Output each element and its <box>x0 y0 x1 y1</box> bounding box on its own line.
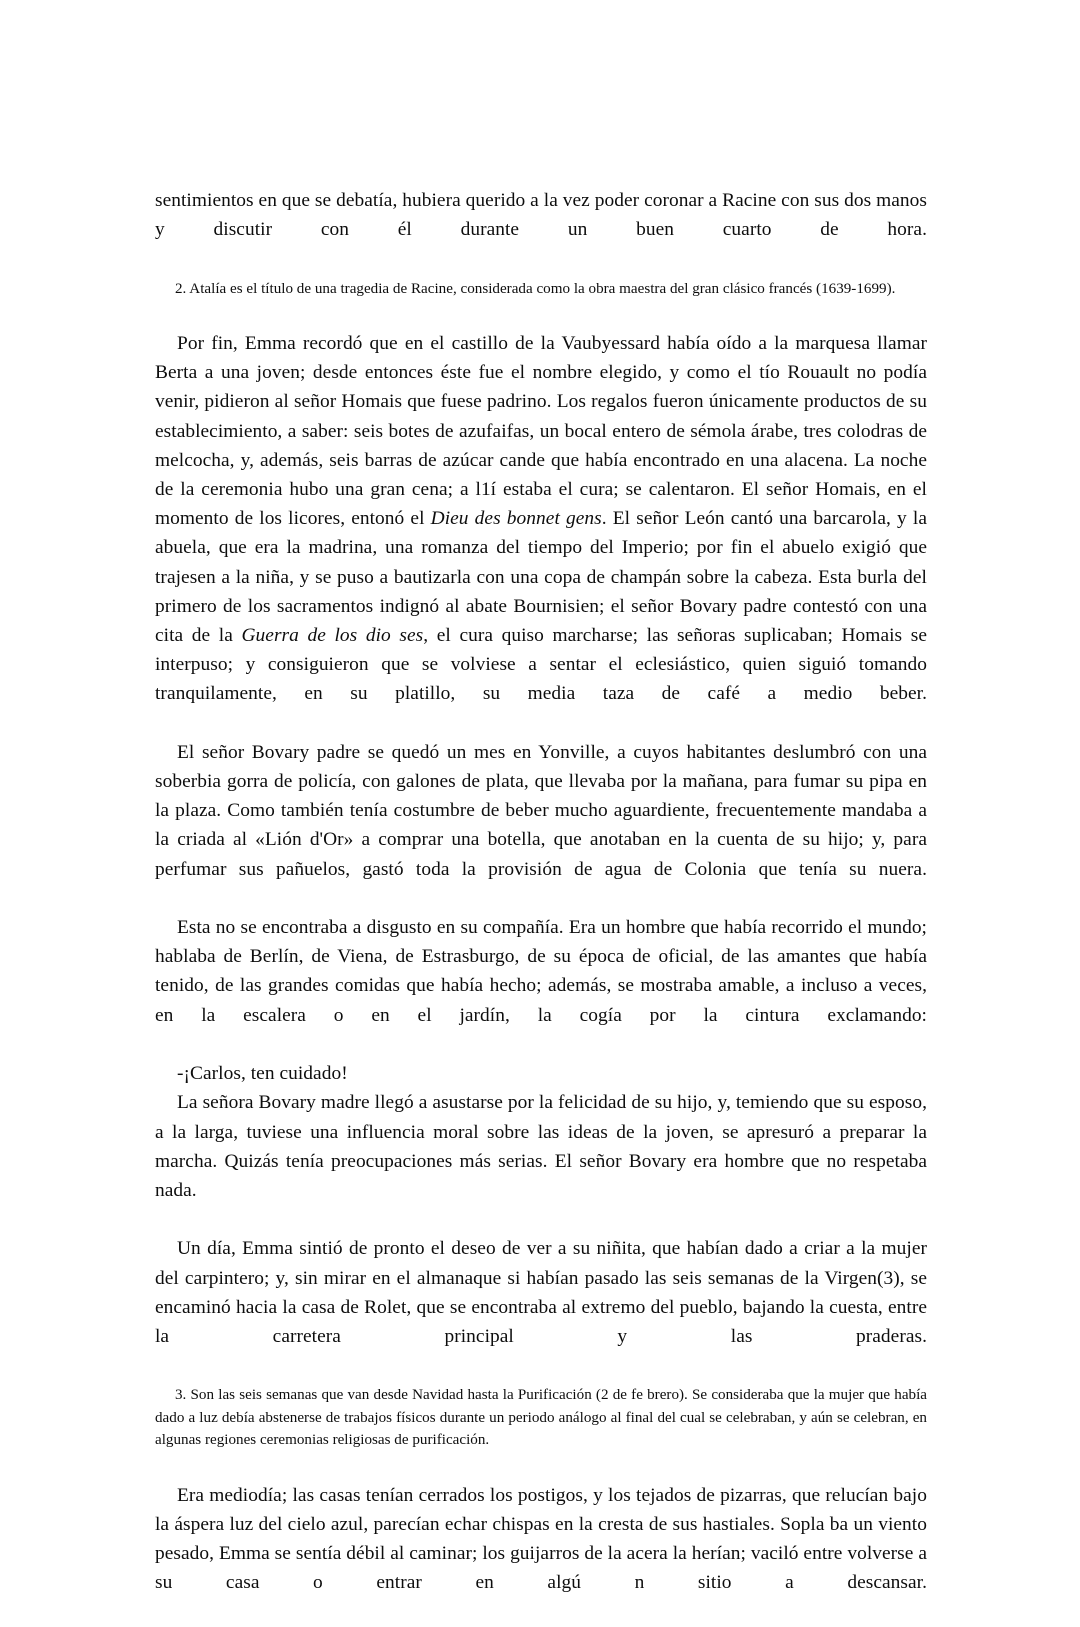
paragraph-por-fin-text-2: . El señor León cantó una barcarola, y la abuela, que era la madrina, una romanza del tiempo del Imperio; por fin el abuelo exigió que trajesen a la niña, y se puso a bautizarla con una copa de champán sobre la cabeza. Esta burla del primero de los sacramentos indignó al abate Bournisien; el señor Bovary padre contestó con una cita de la <box>155 508 927 647</box>
paragraph-era-mediodia: Era mediodía; las casas tenían cerrados los postigos, y los tejados de pizarras, que relucían bajo la áspera luz del cielo azul, parecían echar chispas en la cresta de sus hastiales. Sopla ba un viento pesado, Emma se sentía débil al caminar; los guijarros de la acera la herían; vaciló entre volverse a su casa o entrar en algú n sitio a descansar. <box>155 1484 927 1594</box>
paragraph-un-dia: Un día, Emma sintió de pronto el deseo de ver a su niñita, que habían dado a criar a la mujer del carpintero; y, sin mirar en el almanaque si habían pasado las seis semanas de la Virgen(3), se encaminó hacia la casa de Rolet, que se encontraba al extremo del pueblo, bajando la cuesta, entre la carretera principal y las praderas. <box>155 1238 927 1347</box>
text-column <box>155 186 927 1627</box>
paragraph-continued: sentimientos en que se debatía, hubiera querido a la vez poder coronar a Racine con sus dos manos y discutir con él durante un buen cuarto de hora. <box>155 190 927 241</box>
dialogue-carlos-ten-cuidado: -¡Carlos, ten cuidado! <box>177 1063 348 1085</box>
paragraph-por-fin <box>155 329 927 738</box>
paragraph-senora-bovary-madre: La señora Bovary madre llegó a asustarse por la felicidad de su hijo, y, temiendo que su esposo, a la larga, tuviese una influencia moral sobre las ideas de la joven, se apresuró a preparar la marcha. Quizás tenía preocupaciones más serias. El señor Bovary era hombre que no respetaba nada. <box>155 1092 927 1201</box>
paragraph-bovary-padre: El señor Bovary padre se quedó un mes en Yonville, a cuyos habitantes deslumbró con una soberbia gorra de policía, con galones de plata, que llevaba por la mañana, para fumar su pipa en la plaza. Como también tenía costumbre de beber mucho aguardiente, frecuentemente mandaba a la criada al «Lión d'Or» a comprar una botella, que anotaban en la cuenta de su hijo; y, para perfumar sus pañuelos, gastó toda la provisión de agua de Colonia que tenía su nuera. <box>155 741 927 880</box>
spacer-blank-line <box>155 300 927 329</box>
italic-title-dieu-des-bonnet-gens: Dieu des bonnet gens <box>430 508 602 530</box>
footnote-2: 2. Atalía es el título de una tragedia de Racine, considerada como la obra maestra del gran clásico francés (1639-1699). <box>175 280 896 297</box>
italic-title-guerra-de-los-dioses: Guerra de los dio ses <box>241 625 424 647</box>
footnote-3: 3. Son las seis semanas que van desde Navidad hasta la Purificación (2 de fe brero). Se consideraba que la mujer que había dado a luz debía abstenerse de trabajos físicos durante un periodo análogo al final del cual se celebraban, y aún se celebran, en algunas regiones ceremonias religiosas de purificación. <box>155 1387 927 1449</box>
paragraph-por-fin-text-1: Por fin, Emma recordó que en el castillo de la Vaubyessard había oído a la marquesa llamar Berta a una joven; desde entonces éste fue el nombre elegido, y como el tío Rouault no podía venir, pidieron al señor Homais que fuese padrino. Los regalos fueron únicamente productos de su establecimiento, a saber: seis botes de azufaifas, un bocal entero de sémola árabe, tres colodras de melcocha, y, además, seis barras de azúcar cande que había encontrado en una alacena. La noche de la ceremonia hubo una gran cena; a l1í estaba el cura; se calentaron. El señor Homais, en el momento de los licores, entonó el <box>155 333 927 530</box>
spacer-blank-line <box>155 1452 927 1481</box>
paragraph-esta-no-se-encontraba: Esta no se encontraba a disgusto en su compañía. Era un hombre que había recorrido el mundo; hablaba de Berlín, de Viena, de Estrasburgo, de su época de oficial, de las amantes que había tenido, de las grandes comidas que había hecho; además, se mostraba amable, a incluso a veces, en la escalera o en el jardín, la cogía por la cintura exclamando: <box>155 917 927 1026</box>
paragraph-por-fin-text-3: , el cura quiso marcharse; las señoras suplicaban; Homais se interpuso; y consiguieron que se volviese a sentar el eclesiástico, quien siguió tomando tranquilamente, en su platillo, su media taza de café a medio beber. <box>155 625 927 705</box>
